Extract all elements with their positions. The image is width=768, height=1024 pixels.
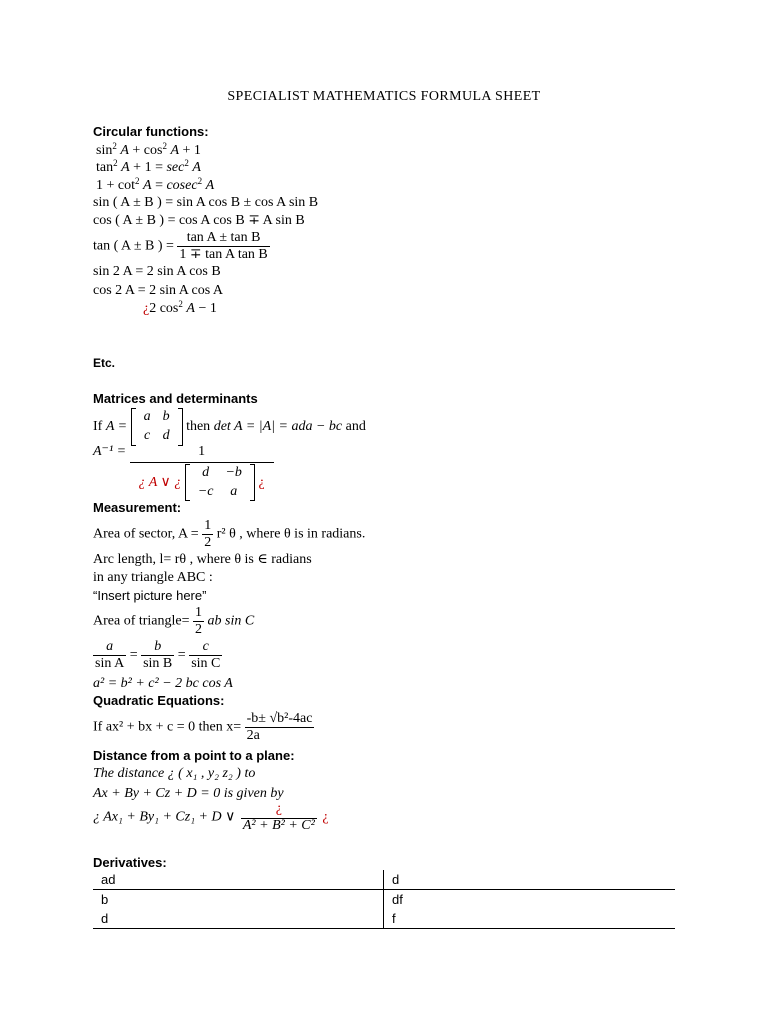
distance-line-1: The distance ¿ ( x₁ , y₂ z₂ ) to: [93, 766, 256, 781]
quadratic-formula: If ax² + bx + c = 0 then x= $\frac{\text{-b± √b²-4ac}}{2a}$: [93, 711, 313, 743]
distance-line-2: Ax + By + Cz + D = 0 is given by: [93, 786, 284, 801]
sector-area: Area of sector, A = $\frac{1}{2}$ r² θ , where θ is in radians.: [93, 518, 366, 550]
arc-length: Arc length, l= rθ , where θ is ∈ radians: [93, 552, 312, 567]
triangle-area: Area of triangle= $\frac{1}{2}$ ab sin C: [93, 605, 255, 637]
measurement-heading: Measurement:: [93, 500, 182, 515]
quadratic-heading: Quadratic Equations:: [93, 693, 225, 708]
table-row: b df: [93, 890, 675, 910]
triangle-intro: in any triangle ABC :: [93, 570, 213, 585]
derivatives-table: [93, 870, 675, 929]
identity-cot-cosec: $1 + \cot^2 A = cosec^2$ A: [96, 176, 215, 193]
identity-pythagorean: $\sin^2 A + \cos^2 A + 1$: [96, 141, 201, 158]
double-cosine-alt: ¿2 $\cos^2 A - 1$: [143, 299, 217, 316]
tan-numerator: tan A ± tan B: [177, 231, 269, 247]
circular-heading: Circular functions:: [93, 124, 209, 139]
sine-rule: $\frac{a}{\text{sin A}}$ = $\frac{b}{\text{sin B}}$ = $\frac{c}{\text{sin C}}$: [95, 639, 221, 671]
cosine-rule: a² = b² + c² − 2 bc cos A: [93, 676, 233, 691]
sum-sine: sin ( A ± B ) = sin A cos B ± cos A sin B: [93, 195, 319, 210]
matrix-inverse: A⁻¹ = 1 ¿ A ∨ ¿ d −b −c a ¿: [93, 444, 274, 501]
sum-cosine: cos ( A ± B ) = cos A cos B ∓ A sin B: [93, 213, 305, 228]
insert-picture-placeholder: “Insert picture here”: [93, 588, 207, 603]
double-sine: sin 2 A = 2 sin A cos B: [93, 264, 221, 279]
table-row: d f: [93, 909, 675, 929]
page-title: SPECIALIST MATHEMATICS FORMULA SHEET: [227, 89, 541, 104]
matrices-heading: Matrices and determinants: [93, 391, 258, 406]
sum-tangent: tan ( A ± B ) = $\frac{\text{tan A ± tan B}}{\text{1 ∓ tan A tan B}}$: [93, 230, 268, 262]
identity-tan-sec: $\tan^2 A + 1 = \sec^2 A$: [96, 158, 201, 175]
matrix-a: a b c d: [131, 408, 183, 446]
etc-label: Etc.: [93, 356, 116, 370]
matrix-definition: If A = a b c d then det A = |A| = ada − bc and: [93, 408, 366, 446]
double-cosine: cos 2 A = 2 sin A cos A: [93, 283, 224, 298]
derivatives-heading: Derivatives:: [93, 855, 167, 870]
distance-formula: ¿ Ax₁ + By₁ + Cz₁ + D ∨ ¿ A² + B² + C² ¿: [93, 801, 329, 833]
tan-denominator: 1 ∓ tan A tan B: [179, 247, 268, 262]
matrix-adjugate: d −b −c a: [185, 464, 255, 502]
table-row: ad d: [93, 870, 675, 890]
distance-heading: Distance from a point to a plane:: [93, 748, 295, 763]
